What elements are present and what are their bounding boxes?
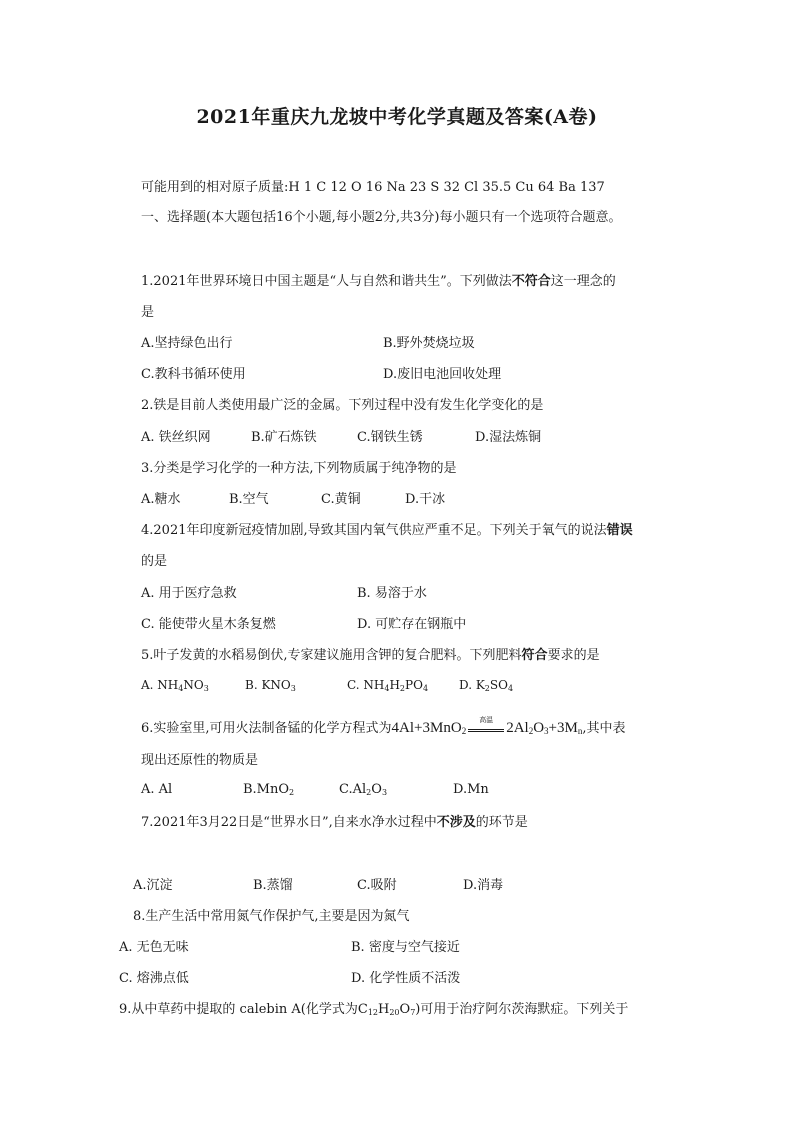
q7-emphasis: 不涉及 <box>436 815 476 830</box>
q2-option-b: B.矿石炼铁 <box>251 430 317 445</box>
reaction-arrow <box>466 715 506 736</box>
q7-option-d: D.消毒 <box>463 878 504 893</box>
q8-option-a: A. 无色无味 <box>119 940 189 955</box>
q4-option-a: A. 用于医疗急救 <box>141 586 237 601</box>
q6-option-d: D.Mn <box>453 782 489 797</box>
page-title: 2021年重庆九龙坡中考化学真题及答案(A卷) <box>196 106 598 128</box>
q1-emphasis: 不符合 <box>511 274 551 289</box>
q6-option-b: B.MnO$_2$ <box>243 782 295 797</box>
q8-option-b: B. 密度与空气接近 <box>351 940 460 955</box>
q1-option-c: C.教科书循环使用 <box>141 367 246 382</box>
reaction-condition: 高温 <box>479 715 494 724</box>
q5-option-a: A. $NH_4NO_3$ <box>141 678 209 693</box>
q8-option-c: C. 熔沸点低 <box>119 971 189 986</box>
q1-option-a: A.坚持绿色出行 <box>141 336 233 351</box>
q2-option-d: D.湿法炼铜 <box>475 430 542 445</box>
q5-option-d: D. $K_2SO_4$ <box>459 678 514 693</box>
q1-stem-cont: 是 <box>141 305 155 320</box>
q7-option-c: C.吸附 <box>357 878 397 893</box>
q4-stem: 4.2021年印度新冠疫情加剧,导致其国内氧气供应严重不足。下列关于氧气的说法错误 <box>141 523 633 538</box>
q6-option-c: $C.Al_2O_3$ <box>339 782 388 797</box>
q2-stem: 2.铁是目前人类使用最广泛的金属。下列过程中没有发生化学变化的是 <box>141 398 544 413</box>
q6-stem: 6.实验室里,可用火法制备锰的化学方程式为4Al+3MnO$_2$ 高温 $2Al_2O_3+3M_n$,其中表 <box>141 715 626 736</box>
q4-stem-cont: 的是 <box>141 554 168 569</box>
q3-option-b: B.空气 <box>229 492 269 507</box>
q3-option-d: D.干冰 <box>405 492 446 507</box>
q8-option-d: D. 化学性质不活泼 <box>351 971 461 986</box>
q9-stem: 9.从中草药中提取的 calebin A(化学式为$C_{12}H_{20}O_7$)可用于治疗阿尔茨海默症。下列关于 <box>119 1002 629 1017</box>
q4-option-c: C. 能使带火星木条复燃 <box>141 617 276 632</box>
q5-option-b: B. $KNO_3$ <box>245 678 296 693</box>
q3-option-a: A.糖水 <box>141 492 181 507</box>
q5-stem: 5.叶子发黄的水稻易倒伏,专家建议施用含钾的复合肥料。下列肥料符合要求的是 <box>141 648 600 663</box>
q7-stem: 7.2021年3月22日是“世界水日”,自来水净水过程中不涉及的环节是 <box>141 815 528 830</box>
q4-emphasis: 错误 <box>606 523 633 538</box>
q5-option-c: C. $NH_4H_2PO_4$ <box>347 678 429 693</box>
section-heading: 一、选择题(本大题包括16个小题,每小题2分,共3分)每小题只有一个选项符合题意。 <box>141 210 622 225</box>
q7-option-b: B.蒸馏 <box>253 878 293 893</box>
q6-stem-cont: 现出还原性的物质是 <box>141 753 259 768</box>
q4-option-b: B. 易溶于水 <box>357 586 427 601</box>
q5-emphasis: 符合 <box>521 648 548 663</box>
q4-option-d: D. 可贮存在钢瓶中 <box>357 617 467 632</box>
q3-stem: 3.分类是学习化学的一种方法,下列物质属于纯净物的是 <box>141 461 457 476</box>
q6-option-a: A. Al <box>141 782 173 797</box>
atomic-masses: 可能用到的相对原子质量:H 1 C 12 O 16 Na 23 S 32 Cl 35.5 Cu 64 Ba 137 <box>141 180 605 195</box>
q2-option-a: A. 铁丝织网 <box>141 430 211 445</box>
chemical-equation: 4Al+3MnO$_2$ 高温 $2Al_2O_3+3M_n$ <box>391 715 583 736</box>
q1-stem: 1.2021年世界环境日中国主题是“人与自然和谐共生”。下列做法不符合这一理念的 <box>141 274 616 289</box>
q2-option-c: C.钢铁生锈 <box>357 430 423 445</box>
q8-stem: 8.生产生活中常用氮气作保护气,主要是因为氮气 <box>133 909 410 924</box>
q1-option-d: D.废旧电池回收处理 <box>383 367 502 382</box>
q3-option-c: C.黄铜 <box>321 492 361 507</box>
q7-option-a: A.沉淀 <box>133 878 173 893</box>
q1-option-b: B.野外焚烧垃圾 <box>383 336 475 351</box>
